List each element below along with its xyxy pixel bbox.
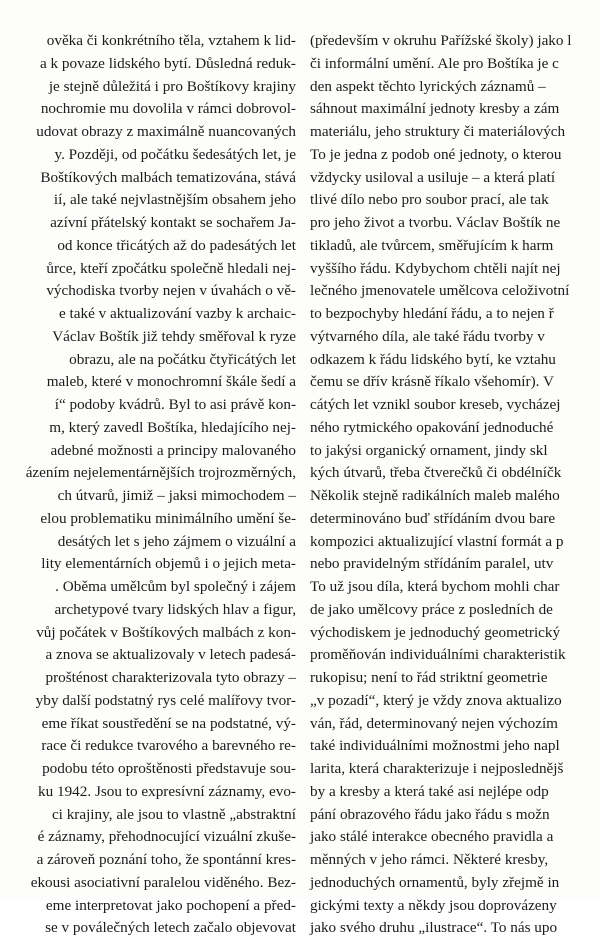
left-column-line: adebné možnosti a principy malovaného [50, 441, 296, 459]
right-column-line: (především v okruhu Pařížské školy) jako l [310, 32, 572, 49]
right-column-line: měnných v jeho rámci. Některé kresby, [310, 851, 549, 868]
left-column-line: Boštíkových malbách tematizována, stává [40, 168, 296, 186]
right-column-line: To je jedna z podob oné jednoty, o kterou [310, 145, 562, 163]
left-column-line: obrazu, ale na počátku čtyřicátých let [69, 350, 296, 368]
right-column-line: proměňován individuálními charakteristik [310, 646, 566, 664]
left-column-line: ci krajiny, ale jsou to vlastně „abstraktní [51, 805, 296, 823]
right-column-line: odkazem k řádu lidského bytí, ke vztahu [310, 350, 556, 368]
left-text-column [0, 30, 296, 940]
right-column-line: jako stálé interakce obecného pravidla a [310, 828, 554, 846]
left-column-line: race či redukce tvarového a barevného re- [41, 737, 296, 755]
right-column-line: pání obrazového řádu jako řádu s možn [310, 805, 550, 823]
left-column-line: yby další podstatný rys celé malířovy tvor- [35, 691, 296, 709]
right-column-line: nebo pravidelným střídáním paralel, utv [310, 555, 554, 573]
right-column-line: Několik stejně radikálních maleb malého [310, 487, 560, 504]
right-column-line: výtvarného díla, ale také řádu tvorby v [310, 327, 545, 345]
right-column-line: vyššího řádu. Kdybychom chtěli najít nej [310, 259, 561, 277]
right-column-line: pro jeho život a tvorbu. Václav Boštík ne [310, 214, 561, 231]
right-column-line: To už jsou díla, která bychom mohli char [310, 578, 560, 595]
left-column-line: eme interpretovat jako pochopení a před- [45, 896, 296, 914]
left-column-line: ázením nejelementárnějších trojrozměrných, [25, 464, 296, 482]
left-column-line: a k povaze lidského bytí. Důsledná reduk- [39, 54, 296, 72]
left-column-line: ku 1942. Jsou to expresívní záznamy, evo- [38, 782, 296, 800]
left-column-line: desátých let s jeho zájmem o vizuální a [57, 532, 296, 550]
left-column-line: Václav Boštík již tehdy směřoval k ryze [52, 327, 296, 345]
left-column-line: ověka či konkrétního těla, vztahem k lid- [46, 32, 296, 49]
left-column-line: elou problematiku minimálního umění še- [40, 509, 296, 527]
right-column-line: by a kresby a která také asi nejlépe odp [310, 782, 549, 800]
right-column-line: determinováno buď střídáním dvou bare [310, 509, 556, 527]
right-column-line: čemu se dřív krásně říkalo všehomír). V [310, 373, 554, 391]
left-column-line: lity elementárních objemů i o jejich meta- [41, 555, 296, 573]
left-column-line: ekousi asociativní paralelou viděného. Bez- [30, 873, 296, 891]
right-column-line: tikladů, ale tvůrcem, směřujícím k harm [310, 236, 554, 254]
left-column-line: ch útvarů, jimiž – jaksi mimochodem – [57, 487, 296, 504]
right-column-line: také individuálními možnostmi jeho napl [310, 737, 560, 755]
left-column-line: se v poválečných letech začalo objevovat [45, 919, 296, 937]
left-column-line: e také v aktualizování vazby k archaic- [59, 305, 296, 322]
left-column-line: í“ podoby kvádrů. Byl to asi právě kon- [54, 396, 296, 413]
right-column-line: to bezpochyby hledání řádu, a to nejen ř [310, 305, 554, 322]
left-column-line: a zároveň poznání toho, že spontánní kres- [36, 851, 296, 868]
right-column-line: východiskem je jednoduchý geometrický [310, 623, 561, 641]
right-column-line: ného rytmického opakování jednoduché [310, 418, 554, 436]
left-column-line: je stejně důležitá i pro Boštíkovy krajiny [48, 77, 296, 95]
left-column-line: archetypové tvary lidských hlav a figur, [54, 600, 296, 618]
left-column-line: y. Později, od počátku šedesátých let, je [54, 145, 296, 163]
left-column-line: východiska tvorby nejen v úvahách o vě- [46, 282, 296, 300]
right-column-line: ván, řád, determinovaný nejen výchozím [310, 714, 558, 732]
right-column-line: to jakýsi organický ornament, jindy skl [310, 441, 548, 459]
left-column-line: . Oběma umělcům byl společný i zájem [55, 578, 296, 595]
left-column-line: eme říkat soustředění se na podstatné, vý- [41, 714, 296, 732]
left-column-line: udovat obrazy z maximálně nuancovaných [36, 123, 296, 140]
left-column-line: m, který zavedl Boštíka, hledajícího nej- [49, 418, 296, 436]
right-column-line: jako svého druhu „ilustrace“. To nás upo [310, 919, 558, 937]
right-text-column [310, 30, 600, 940]
left-column-line: podobu této oproštěnosti představuje sou- [42, 760, 296, 777]
right-column-line: gickými texty a někdy jsou doprovázeny [310, 896, 557, 914]
right-column-line: či informální umění. Ale pro Boštíka je c [310, 54, 559, 72]
right-column-line: kompozici aktualizující vlastní formát a p [310, 532, 564, 550]
left-column-line: maleb, které v monochromní škále šedí a [46, 373, 296, 391]
right-column-line: materiálu, jeho struktury či materiálových [310, 123, 566, 140]
right-column-line: „v pozadí“, který je vždy znova aktualizo [310, 691, 562, 709]
right-column-line: kých útvarů, třeba čtverečků či obdélníčk [310, 464, 562, 482]
right-column-line: larita, která charakterizuje i nejposlednějš [310, 760, 564, 777]
left-column-line: od konce třicátých až do padesátých let [57, 236, 296, 254]
left-column-line: nochromie mu dovolila v rámci dobrovol- [40, 100, 296, 118]
left-column-line: ůrce, kteří zpočátku společně hledali nej- [46, 259, 296, 277]
left-column-line: azívní přátelský kontakt se sochařem Ja- [50, 214, 296, 231]
right-column-line: vždycky usiloval a usiluje – a která platí [310, 168, 556, 186]
right-column-line: lečného jmenovatele umělcova celoživotní [310, 282, 570, 300]
left-column-line: vůj počátek v Boštíkových malbách z kon- [36, 623, 296, 641]
right-column-line: jednoduchých ornamentů, byly zřejmě in [310, 873, 560, 891]
left-column-line: é záznamy, přehodnocující vizuální zkuše- [37, 828, 296, 846]
right-column-line: den aspekt těchto lyrických záznamů – [310, 77, 546, 95]
right-column-line: de jako umělcovy práce z posledních de [310, 600, 553, 618]
right-column-line: sáhnout maximální jednoty kresby a zám [310, 100, 560, 118]
right-column-line: cátých let vznikl soubor kreseb, vycházej [310, 396, 561, 413]
left-column-line: a znova se aktualizovaly v letech padesá- [45, 646, 296, 664]
left-column-line: ií, ale také nejvlastnějším obsahem jeho [53, 191, 296, 209]
right-column-line: rukopisu; není to řád striktní geometrie [310, 669, 548, 686]
left-column-line: prošténost charakterizovala tyto obrazy – [45, 669, 296, 686]
right-column-line: tlivé dílo nebo pro soubor prací, ale tak [310, 191, 549, 209]
